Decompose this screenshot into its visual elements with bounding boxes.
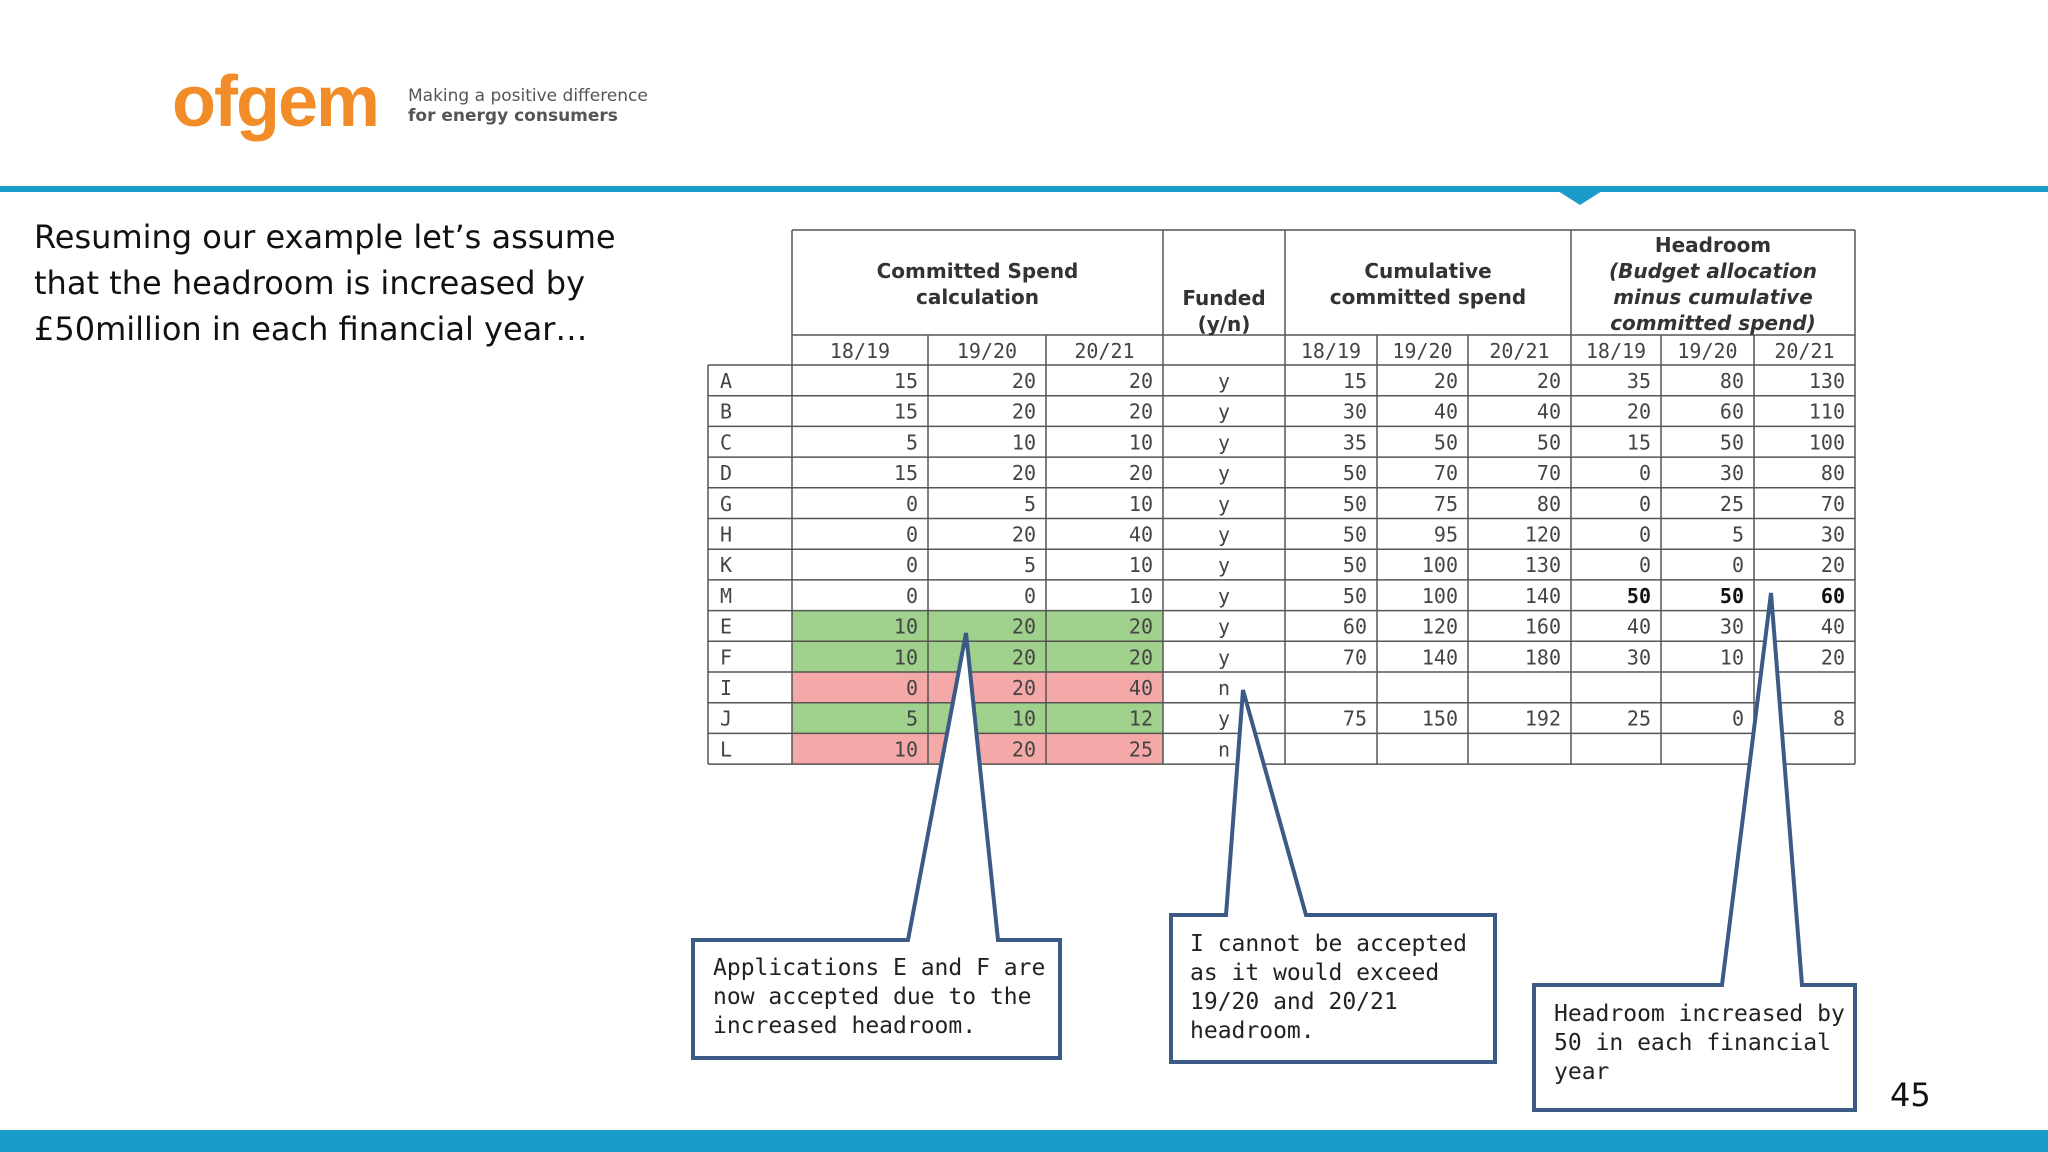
table-cell: 50 [1626, 583, 1651, 608]
table-cell: 40 [1536, 399, 1561, 424]
row-label: F [720, 645, 733, 670]
year-header: 20/21 [1074, 339, 1135, 363]
table-cell: 30 [1719, 614, 1744, 639]
table-cell: 160 [1524, 614, 1561, 639]
callout-ef-accepted-text: now accepted due to the [713, 984, 1032, 1010]
table-cell: 140 [1421, 645, 1458, 670]
row-label: A [720, 369, 733, 393]
callout-i-rejected-text: as it would exceed [1190, 960, 1440, 986]
year-header: 20/21 [1489, 339, 1550, 363]
row-label: C [720, 430, 733, 455]
funded-cell: y [1217, 583, 1231, 608]
row-highlight-F [792, 641, 1163, 672]
table-cell: 75 [1433, 491, 1458, 516]
table-cell: 80 [1536, 491, 1561, 516]
row-label: H [720, 522, 733, 547]
table-cell: 20 [1011, 522, 1036, 547]
table-cell: 20 [1128, 645, 1153, 670]
table-cell: 95 [1433, 522, 1458, 547]
row-label: E [720, 614, 733, 639]
table-cell: 0 [905, 583, 918, 608]
table-cell: 40 [1128, 676, 1153, 700]
table-cell: 25 [1626, 706, 1651, 731]
table-cell: 20 [1626, 399, 1651, 424]
header-committed-spend: calculation [915, 285, 1040, 309]
table-cell: 70 [1536, 461, 1561, 486]
table-cell: 180 [1524, 645, 1561, 670]
year-header: 18/19 [1300, 339, 1362, 363]
intro-line3: £50million in each financial year… [34, 310, 588, 348]
table-cell: 110 [1808, 399, 1845, 424]
funded-cell: y [1217, 522, 1231, 547]
table-cell: 50 [1342, 522, 1367, 547]
table-cell: 10 [1011, 430, 1036, 455]
table-cell: 5 [905, 430, 918, 455]
year-header: 20/21 [1774, 339, 1835, 363]
row-label: D [720, 461, 733, 486]
table-cell: 20 [1536, 369, 1561, 393]
table-cell: 15 [1342, 369, 1367, 393]
callout-i-rejected-text: 19/20 and 20/21 [1190, 989, 1398, 1015]
header-cumulative: Cumulative [1364, 259, 1492, 283]
table-cell: 10 [1011, 706, 1036, 731]
table-cell: 60 [1342, 614, 1367, 639]
header-committed-spend: Committed Spend [876, 259, 1079, 283]
page-number: 45 [1890, 1076, 1931, 1114]
row-label: L [720, 737, 733, 762]
row-label: J [720, 706, 733, 731]
table-cell: 50 [1719, 430, 1744, 455]
intro-line2: that the headroom is increased by [34, 264, 586, 302]
table-cell: 30 [1820, 522, 1845, 547]
table-cell: 5 [1023, 553, 1036, 578]
table-cell: 0 [1638, 522, 1651, 547]
table-cell: 10 [1719, 645, 1744, 670]
table-cell: 50 [1342, 583, 1367, 608]
table-cell: 0 [1731, 706, 1744, 731]
table-cell: 10 [893, 737, 918, 762]
table-cell: 130 [1524, 553, 1561, 578]
table-cell: 0 [905, 676, 918, 700]
tagline-line1: Making a positive difference [408, 86, 648, 106]
table-cell: 20 [1820, 645, 1845, 670]
funded-cell: y [1217, 369, 1231, 393]
year-header: 19/20 [1677, 339, 1738, 363]
table-cell: 30 [1626, 645, 1651, 670]
funded-cell: y [1217, 614, 1231, 639]
funded-cell: n [1217, 676, 1231, 700]
table-cell: 15 [893, 399, 918, 424]
table-cell: 20 [1011, 645, 1036, 670]
callout-i-rejected-text: headroom. [1190, 1018, 1315, 1044]
table-cell: 8 [1832, 706, 1845, 731]
callout-headroom-text: 50 in each financial [1554, 1030, 1831, 1056]
table-cell: 12 [1128, 706, 1153, 731]
table-cell: 35 [1626, 369, 1651, 393]
table-cell: 140 [1524, 583, 1561, 608]
row-label: M [720, 583, 733, 608]
row-label: K [720, 553, 733, 578]
table-cell: 10 [893, 645, 918, 670]
table-cell: 20 [1128, 461, 1153, 486]
table-cell: 0 [1023, 583, 1036, 608]
table-cell: 35 [1342, 430, 1367, 455]
table-cell: 60 [1719, 399, 1744, 424]
funded-cell: y [1217, 399, 1231, 424]
header-cumulative: committed spend [1329, 285, 1527, 309]
table-cell: 20 [1128, 399, 1153, 424]
table-cell: 10 [1128, 553, 1153, 578]
table-cell: 5 [1023, 491, 1036, 516]
header-headroom: Headroom [1654, 233, 1772, 257]
funded-cell: y [1217, 491, 1231, 516]
table-cell: 50 [1342, 553, 1367, 578]
table-cell: 75 [1342, 706, 1367, 731]
table-cell: 40 [1128, 522, 1153, 547]
funded-cell: y [1217, 430, 1231, 455]
table-cell: 20 [1128, 369, 1153, 393]
table-cell: 20 [1011, 614, 1036, 639]
table-cell: 130 [1808, 369, 1845, 393]
table-cell: 5 [905, 706, 918, 731]
row-label: G [720, 491, 733, 516]
tagline-line2: for energy consumers [408, 106, 618, 126]
table-cell: 0 [1638, 553, 1651, 578]
callout-i-rejected-text: I cannot be accepted [1190, 931, 1467, 957]
table-cell: 20 [1820, 553, 1845, 578]
table-cell: 120 [1524, 522, 1561, 547]
table-cell: 0 [905, 522, 918, 547]
table-cell: 40 [1820, 614, 1845, 639]
callout-headroom-text: Headroom increased by [1554, 1001, 1845, 1027]
intro-line1: Resuming our example let’s assume [34, 218, 616, 256]
row-label: I [720, 676, 733, 700]
table-cell: 40 [1433, 399, 1458, 424]
funded-cell: y [1217, 461, 1231, 486]
table-cell: 10 [893, 614, 918, 639]
funded-cell: y [1217, 553, 1231, 578]
year-header: 19/20 [956, 339, 1018, 363]
table-cell: 50 [1536, 430, 1561, 455]
funded-cell: y [1217, 645, 1231, 670]
table-cell: 192 [1524, 706, 1561, 731]
header-funded: Funded [1182, 286, 1266, 310]
funded-cell: y [1217, 706, 1231, 731]
table-cell: 20 [1433, 369, 1458, 393]
table-cell: 80 [1820, 461, 1845, 486]
table-cell: 70 [1433, 461, 1458, 486]
table-cell: 70 [1820, 491, 1845, 516]
table-cell: 0 [905, 491, 918, 516]
row-highlight-E [792, 611, 1163, 642]
table-cell: 20 [1011, 399, 1036, 424]
row-highlight-I [792, 672, 1163, 703]
table-cell: 50 [1342, 491, 1367, 516]
callout-ef-accepted-text: Applications E and F are [713, 955, 1046, 981]
year-header: 18/19 [1585, 339, 1647, 363]
funded-cell: n [1217, 737, 1231, 762]
table-cell: 80 [1719, 369, 1744, 393]
logo-wordmark: ofgem [172, 62, 378, 142]
table-cell: 40 [1626, 614, 1651, 639]
table-cell: 20 [1011, 737, 1036, 762]
table-cell: 60 [1820, 583, 1845, 608]
header-headroom: committed spend) [1610, 311, 1816, 335]
table-cell: 30 [1342, 399, 1367, 424]
table-cell: 10 [1128, 430, 1153, 455]
table-cell: 20 [1128, 614, 1153, 639]
row-label: B [720, 399, 733, 424]
table-cell: 20 [1011, 369, 1036, 393]
table-cell: 5 [1731, 522, 1744, 547]
year-header: 18/19 [829, 339, 891, 363]
table-cell: 10 [1128, 583, 1153, 608]
header-funded: (y/n) [1197, 312, 1251, 336]
table-cell: 20 [1011, 461, 1036, 486]
table-cell: 120 [1421, 614, 1458, 639]
table-cell: 70 [1342, 645, 1367, 670]
footer-bar [0, 1130, 2048, 1152]
table-cell: 100 [1421, 553, 1458, 578]
table-cell: 25 [1128, 737, 1153, 762]
year-header: 19/20 [1392, 339, 1453, 363]
table-cell: 20 [1011, 676, 1036, 700]
table-cell: 50 [1342, 461, 1367, 486]
table-cell: 50 [1719, 583, 1744, 608]
table-cell: 30 [1719, 461, 1744, 486]
table-cell: 150 [1421, 706, 1458, 731]
table-cell: 0 [1638, 491, 1651, 516]
table-cell: 0 [1731, 553, 1744, 578]
header-headroom: (Budget allocation [1608, 259, 1818, 283]
table-cell: 100 [1421, 583, 1458, 608]
table-cell: 25 [1719, 491, 1744, 516]
table-cell: 0 [905, 553, 918, 578]
callout-headroom-text: year [1554, 1059, 1610, 1085]
header-headroom: minus cumulative [1613, 285, 1813, 309]
callout-ef-accepted-text: increased headroom. [713, 1013, 977, 1039]
table-cell: 15 [893, 369, 918, 393]
table-cell: 15 [893, 461, 918, 486]
table-cell: 0 [1638, 461, 1651, 486]
table-cell: 10 [1128, 491, 1153, 516]
table-cell: 50 [1433, 430, 1458, 455]
table-cell: 100 [1808, 430, 1845, 455]
table-cell: 15 [1626, 430, 1651, 455]
